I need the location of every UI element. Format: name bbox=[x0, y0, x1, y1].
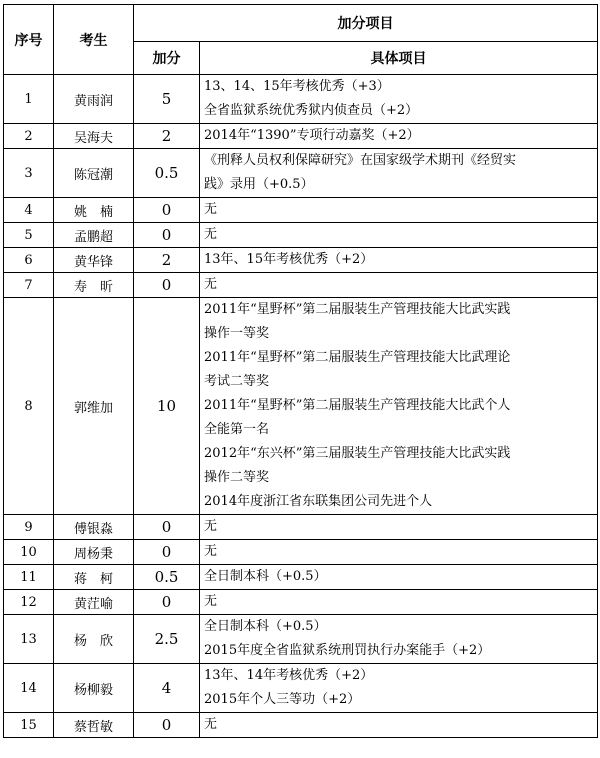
bonus-points: 0.5 bbox=[134, 149, 200, 198]
bonus-detail bbox=[200, 75, 598, 124]
row-number: 5 bbox=[4, 223, 54, 248]
detail-line: 全日制本科（+0.5） bbox=[204, 619, 327, 634]
detail-line: 全能第一名 bbox=[204, 422, 270, 437]
detail-line: 无 bbox=[204, 227, 218, 242]
detail-line: 《刑释人员权利保障研究》在国家级学术期刊《经贸实 bbox=[204, 153, 517, 168]
candidate-name: 郭维加 bbox=[54, 298, 134, 515]
detail-line: 2014年“1390”专项行动嘉奖（+2） bbox=[204, 128, 420, 143]
header-detail: 具体项目 bbox=[200, 42, 598, 75]
bonus-points: 4 bbox=[134, 664, 200, 713]
table-row bbox=[4, 540, 598, 565]
detail-line: 无 bbox=[204, 717, 218, 732]
detail-line: 无 bbox=[204, 519, 218, 534]
detail-line: 2011年“星野杯”第二届服装生产管理技能大比武理论 bbox=[204, 350, 511, 365]
row-number: 4 bbox=[4, 198, 54, 223]
detail-line: 2015年个人三等功（+2） bbox=[204, 692, 361, 707]
table-row bbox=[4, 298, 598, 515]
row-number: 8 bbox=[4, 298, 54, 515]
candidate-name: 傅银淼 bbox=[54, 515, 134, 540]
bonus-detail bbox=[200, 590, 598, 615]
table-row bbox=[4, 223, 598, 248]
candidate-name: 陈冠潮 bbox=[54, 149, 134, 198]
candidate-name: 黄华锋 bbox=[54, 248, 134, 273]
header-seq: 序号 bbox=[4, 5, 54, 75]
table-row bbox=[4, 615, 598, 664]
row-number: 13 bbox=[4, 615, 54, 664]
candidate-name: 蒋 柯 bbox=[54, 565, 134, 590]
bonus-detail bbox=[200, 298, 598, 515]
bonus-detail bbox=[200, 223, 598, 248]
detail-line: 无 bbox=[204, 202, 218, 217]
table-row bbox=[4, 149, 598, 198]
table-row bbox=[4, 515, 598, 540]
row-number: 10 bbox=[4, 540, 54, 565]
detail-line: 无 bbox=[204, 277, 218, 292]
bonus-detail bbox=[200, 124, 598, 149]
row-number: 11 bbox=[4, 565, 54, 590]
bonus-points: 2 bbox=[134, 248, 200, 273]
bonus-detail bbox=[200, 713, 598, 738]
table-row bbox=[4, 565, 598, 590]
bonus-points: 2.5 bbox=[134, 615, 200, 664]
bonus-detail bbox=[200, 248, 598, 273]
bonus-points: 0 bbox=[134, 590, 200, 615]
bonus-points: 0 bbox=[134, 273, 200, 298]
header-row-1 bbox=[4, 5, 598, 42]
table-row bbox=[4, 273, 598, 298]
detail-line: 13年、15年考核优秀（+2） bbox=[204, 252, 374, 267]
row-number: 6 bbox=[4, 248, 54, 273]
bonus-points-table bbox=[3, 4, 598, 738]
row-number: 12 bbox=[4, 590, 54, 615]
table-row bbox=[4, 248, 598, 273]
row-number: 14 bbox=[4, 664, 54, 713]
candidate-name: 吴海夫 bbox=[54, 124, 134, 149]
detail-line: 全省监狱系统优秀狱内侦查员（+2） bbox=[204, 103, 419, 118]
detail-line: 操作一等奖 bbox=[204, 326, 270, 341]
detail-line: 考试二等奖 bbox=[204, 374, 270, 389]
candidate-name: 姚 楠 bbox=[54, 198, 134, 223]
bonus-detail bbox=[200, 149, 598, 198]
table-row bbox=[4, 75, 598, 124]
detail-line: 13年、14年考核优秀（+2） bbox=[204, 668, 374, 683]
bonus-points: 0.5 bbox=[134, 565, 200, 590]
candidate-name: 黄雨润 bbox=[54, 75, 134, 124]
candidate-name: 孟鹏超 bbox=[54, 223, 134, 248]
table-row bbox=[4, 198, 598, 223]
row-number: 15 bbox=[4, 713, 54, 738]
table-body bbox=[4, 75, 598, 738]
row-number: 3 bbox=[4, 149, 54, 198]
candidate-name: 蔡哲敏 bbox=[54, 713, 134, 738]
row-number: 7 bbox=[4, 273, 54, 298]
bonus-points: 0 bbox=[134, 223, 200, 248]
detail-line: 2011年“星野杯”第二届服装生产管理技能大比武实践 bbox=[204, 302, 511, 317]
bonus-detail bbox=[200, 515, 598, 540]
detail-line: 操作二等奖 bbox=[204, 470, 270, 485]
detail-line: 践》录用（+0.5） bbox=[204, 177, 314, 192]
header-group: 加分项目 bbox=[134, 5, 598, 42]
row-number: 9 bbox=[4, 515, 54, 540]
detail-line: 2012年“东兴杯”第三届服装生产管理技能大比武实践 bbox=[204, 446, 511, 461]
detail-line: 13、14、15年考核优秀（+3） bbox=[204, 79, 390, 94]
bonus-points: 0 bbox=[134, 198, 200, 223]
bonus-points: 0 bbox=[134, 713, 200, 738]
candidate-name: 寿 昕 bbox=[54, 273, 134, 298]
detail-line: 2014年度浙江省东联集团公司先进个人 bbox=[204, 494, 433, 509]
detail-line: 2015年度全省监狱系统刑罚执行办案能手（+2） bbox=[204, 643, 491, 658]
bonus-points: 2 bbox=[134, 124, 200, 149]
candidate-name: 黄茳喻 bbox=[54, 590, 134, 615]
table-row bbox=[4, 590, 598, 615]
table-row bbox=[4, 664, 598, 713]
candidate-name: 周杨秉 bbox=[54, 540, 134, 565]
candidate-name: 杨柳毅 bbox=[54, 664, 134, 713]
bonus-detail bbox=[200, 565, 598, 590]
detail-line: 无 bbox=[204, 544, 218, 559]
detail-line: 无 bbox=[204, 594, 218, 609]
bonus-detail bbox=[200, 273, 598, 298]
bonus-detail bbox=[200, 664, 598, 713]
bonus-points: 0 bbox=[134, 515, 200, 540]
row-number: 2 bbox=[4, 124, 54, 149]
candidate-name: 杨 欣 bbox=[54, 615, 134, 664]
header-points: 加分 bbox=[134, 42, 200, 75]
bonus-detail bbox=[200, 540, 598, 565]
row-number: 1 bbox=[4, 75, 54, 124]
bonus-points: 10 bbox=[134, 298, 200, 515]
bonus-points: 5 bbox=[134, 75, 200, 124]
bonus-detail bbox=[200, 198, 598, 223]
table-row bbox=[4, 713, 598, 738]
bonus-detail bbox=[200, 615, 598, 664]
table-row bbox=[4, 124, 598, 149]
detail-line: 2011年“星野杯”第二届服装生产管理技能大比武个人 bbox=[204, 398, 511, 413]
bonus-points: 0 bbox=[134, 540, 200, 565]
detail-line: 全日制本科（+0.5） bbox=[204, 569, 327, 584]
header-name: 考生 bbox=[54, 5, 134, 75]
